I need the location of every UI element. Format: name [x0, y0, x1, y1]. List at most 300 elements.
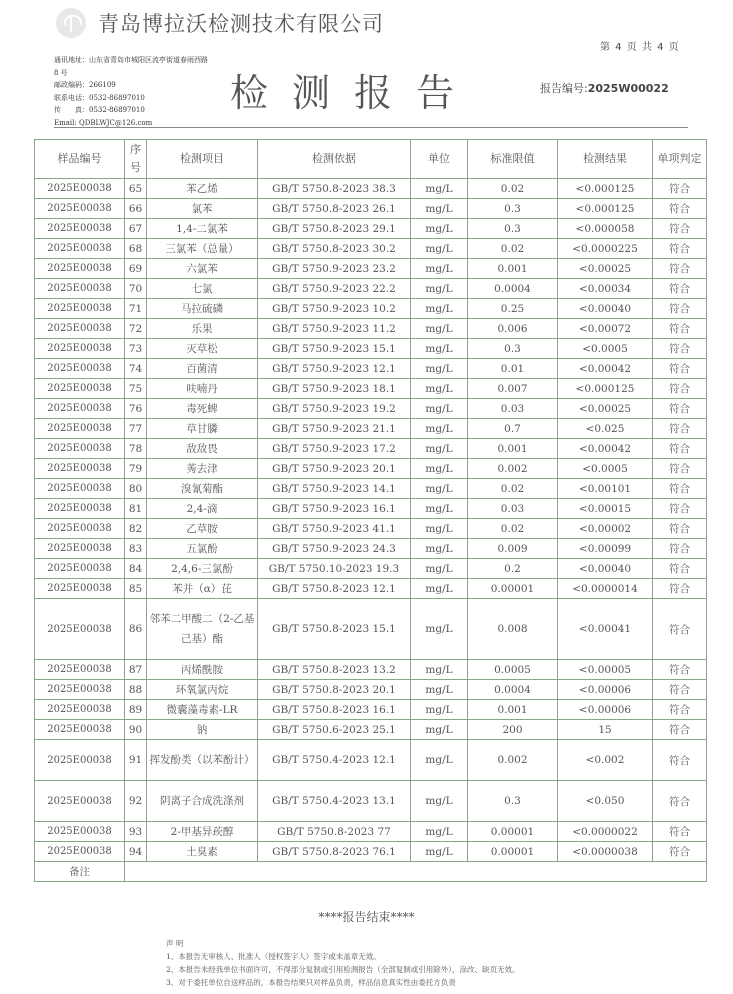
cell-sample-id: 2025E00038	[35, 599, 125, 660]
cell-sample-id: 2025E00038	[35, 219, 125, 239]
cell-sample-id: 2025E00038	[35, 259, 125, 279]
cell-test-item: 五氯酚	[147, 539, 258, 559]
cell-sample-id: 2025E00038	[35, 660, 125, 680]
report-number	[540, 80, 669, 96]
cell-unit: mg/L	[411, 519, 468, 539]
cell-unit: mg/L	[411, 439, 468, 459]
cell-limit: 0.002	[468, 459, 558, 479]
cell-seq-no: 76	[125, 399, 147, 419]
cell-test-item: 莠去津	[147, 459, 258, 479]
table-row	[35, 579, 707, 599]
remarks-value	[125, 862, 707, 882]
cell-result: <0.0000022	[558, 822, 653, 842]
cell-test-basis: GB/T 5750.9-2023 41.1	[258, 519, 411, 539]
cell-result: <0.00040	[558, 559, 653, 579]
cell-seq-no: 77	[125, 419, 147, 439]
cell-judgement: 符合	[653, 539, 707, 559]
company-header	[56, 6, 384, 40]
cell-result: <0.0005	[558, 459, 653, 479]
cell-judgement: 符合	[653, 559, 707, 579]
cell-test-item: 呋喃丹	[147, 379, 258, 399]
cell-judgement: 符合	[653, 519, 707, 539]
table-row	[35, 539, 707, 559]
cell-sample-id: 2025E00038	[35, 822, 125, 842]
table-row	[35, 599, 707, 660]
cell-test-item: 2,4,6-三氯酚	[147, 559, 258, 579]
cell-result: <0.050	[558, 781, 653, 822]
col-header-judge: 单项判定	[653, 140, 707, 179]
cell-judgement: 符合	[653, 399, 707, 419]
cell-judgement: 符合	[653, 842, 707, 862]
cell-sample-id: 2025E00038	[35, 479, 125, 499]
remarks-row	[35, 862, 707, 882]
cell-unit: mg/L	[411, 559, 468, 579]
cell-test-basis: GB/T 5750.9-2023 23.2	[258, 259, 411, 279]
cell-judgement: 符合	[653, 459, 707, 479]
cell-test-basis: GB/T 5750.8-2023 38.3	[258, 179, 411, 199]
table-row	[35, 439, 707, 459]
cell-result: 15	[558, 720, 653, 740]
cell-sample-id: 2025E00038	[35, 680, 125, 700]
cell-test-basis: GB/T 5750.8-2023 20.1	[258, 680, 411, 700]
contact-email: Email: QDBLWJC@126.com	[54, 118, 153, 127]
cell-limit: 0.0004	[468, 279, 558, 299]
cell-judgement: 符合	[653, 419, 707, 439]
cell-seq-no: 84	[125, 559, 147, 579]
cell-test-item: 丙烯酰胺	[147, 660, 258, 680]
cell-test-basis: GB/T 5750.9-2023 20.1	[258, 459, 411, 479]
cell-result: <0.025	[558, 419, 653, 439]
cell-seq-no: 78	[125, 439, 147, 459]
cell-seq-no: 94	[125, 842, 147, 862]
remarks-label: 备注	[35, 862, 125, 882]
cell-sample-id: 2025E00038	[35, 459, 125, 479]
cell-limit: 0.02	[468, 179, 558, 199]
cell-test-basis: GB/T 5750.9-2023 21.1	[258, 419, 411, 439]
col-header-result: 检测结果	[558, 140, 653, 179]
cell-test-basis: GB/T 5750.8-2023 13.2	[258, 660, 411, 680]
cell-test-basis: GB/T 5750.8-2023 77	[258, 822, 411, 842]
cell-seq-no: 93	[125, 822, 147, 842]
cell-limit: 0.03	[468, 399, 558, 419]
cell-test-basis: GB/T 5750.9-2023 16.1	[258, 499, 411, 519]
cell-test-basis: GB/T 5750.9-2023 12.1	[258, 359, 411, 379]
cell-judgement: 符合	[653, 299, 707, 319]
cell-unit: mg/L	[411, 842, 468, 862]
cell-judgement: 符合	[653, 479, 707, 499]
cell-result: <0.00015	[558, 499, 653, 519]
cell-test-item: 敌敌畏	[147, 439, 258, 459]
cell-limit: 0.008	[468, 599, 558, 660]
table-row	[35, 239, 707, 259]
table-header-row	[35, 140, 707, 179]
table-row	[35, 499, 707, 519]
cell-limit: 0.3	[468, 339, 558, 359]
cell-judgement: 符合	[653, 781, 707, 822]
cell-sample-id: 2025E00038	[35, 199, 125, 219]
cell-test-item: 灭草松	[147, 339, 258, 359]
cell-unit: mg/L	[411, 419, 468, 439]
cell-unit: mg/L	[411, 379, 468, 399]
cell-seq-no: 68	[125, 239, 147, 259]
cell-judgement: 符合	[653, 379, 707, 399]
cell-limit: 0.00001	[468, 822, 558, 842]
cell-seq-no: 67	[125, 219, 147, 239]
cell-test-item: 邻苯二甲酸二（2-乙基己基）酯	[147, 599, 258, 660]
cell-unit: mg/L	[411, 339, 468, 359]
statement-item-3: 3、对于委托单位自送样品的，本报告结果只对样品负责，样品信息真实性由委托方负责	[166, 978, 456, 987]
cell-limit: 0.001	[468, 700, 558, 720]
cell-judgement: 符合	[653, 359, 707, 379]
report-number-value: 2025W00022	[587, 82, 669, 95]
company-name: 青岛博拉沃检测技术有限公司	[98, 12, 384, 36]
cell-seq-no: 72	[125, 319, 147, 339]
cell-limit: 0.00001	[468, 579, 558, 599]
cell-limit: 0.2	[468, 559, 558, 579]
cell-result: <0.0005	[558, 339, 653, 359]
cell-test-item: 1,4-二氯苯	[147, 219, 258, 239]
cell-seq-no: 87	[125, 660, 147, 680]
cell-sample-id: 2025E00038	[35, 700, 125, 720]
cell-sample-id: 2025E00038	[35, 740, 125, 781]
contact-info	[54, 54, 208, 129]
cell-test-basis: GB/T 5750.6-2023 25.1	[258, 720, 411, 740]
table-row	[35, 219, 707, 239]
cell-sample-id: 2025E00038	[35, 559, 125, 579]
contact-postcode: 邮政编码：266109	[54, 81, 116, 89]
table-row	[35, 179, 707, 199]
cell-seq-no: 69	[125, 259, 147, 279]
cell-result: <0.000125	[558, 179, 653, 199]
table-row	[35, 319, 707, 339]
cell-sample-id: 2025E00038	[35, 319, 125, 339]
cell-judgement: 符合	[653, 219, 707, 239]
cell-test-basis: GB/T 5750.8-2023 76.1	[258, 842, 411, 862]
cell-test-basis: GB/T 5750.8-2023 16.1	[258, 700, 411, 720]
cell-judgement: 符合	[653, 720, 707, 740]
cell-test-item: 乙草胺	[147, 519, 258, 539]
cell-judgement: 符合	[653, 179, 707, 199]
report-title: 检测报告	[230, 71, 479, 115]
cell-sample-id: 2025E00038	[35, 359, 125, 379]
cell-test-basis: GB/T 5750.9-2023 11.2	[258, 319, 411, 339]
table-row	[35, 700, 707, 720]
cell-result: <0.00025	[558, 399, 653, 419]
cell-limit: 0.006	[468, 319, 558, 339]
cell-unit: mg/L	[411, 279, 468, 299]
cell-sample-id: 2025E00038	[35, 439, 125, 459]
table-row	[35, 459, 707, 479]
table-row	[35, 519, 707, 539]
cell-seq-no: 79	[125, 459, 147, 479]
cell-test-basis: GB/T 5750.10-2023 19.3	[258, 559, 411, 579]
cell-test-basis: GB/T 5750.4-2023 13.1	[258, 781, 411, 822]
cell-judgement: 符合	[653, 740, 707, 781]
cell-unit: mg/L	[411, 539, 468, 559]
table-row	[35, 379, 707, 399]
cell-judgement: 符合	[653, 700, 707, 720]
cell-test-basis: GB/T 5750.9-2023 24.3	[258, 539, 411, 559]
cell-limit: 0.009	[468, 539, 558, 559]
cell-limit: 0.001	[468, 439, 558, 459]
col-header-basis: 检测依据	[258, 140, 411, 179]
cell-limit: 0.01	[468, 359, 558, 379]
cell-test-item: 微囊藻毒素-LR	[147, 700, 258, 720]
table-row	[35, 359, 707, 379]
table-row	[35, 479, 707, 499]
cell-test-item: 苯乙烯	[147, 179, 258, 199]
table-row	[35, 279, 707, 299]
cell-test-item: 2-甲基异莰醇	[147, 822, 258, 842]
cell-result: <0.00099	[558, 539, 653, 559]
table-row	[35, 259, 707, 279]
cell-test-basis: GB/T 5750.9-2023 17.2	[258, 439, 411, 459]
cell-judgement: 符合	[653, 339, 707, 359]
cell-seq-no: 74	[125, 359, 147, 379]
cell-result: <0.00042	[558, 439, 653, 459]
statement-title: 声 明	[166, 939, 184, 948]
cell-test-basis: GB/T 5750.9-2023 14.1	[258, 479, 411, 499]
table-row	[35, 842, 707, 862]
cell-sample-id: 2025E00038	[35, 579, 125, 599]
cell-result: <0.0000225	[558, 239, 653, 259]
cell-unit: mg/L	[411, 822, 468, 842]
cell-unit: mg/L	[411, 239, 468, 259]
cell-unit: mg/L	[411, 700, 468, 720]
cell-test-item: 阴离子合成洗涤剂	[147, 781, 258, 822]
cell-unit: mg/L	[411, 781, 468, 822]
cell-test-item: 2,4-滴	[147, 499, 258, 519]
cell-sample-id: 2025E00038	[35, 419, 125, 439]
cell-limit: 0.3	[468, 199, 558, 219]
cell-seq-no: 70	[125, 279, 147, 299]
cell-result: <0.00072	[558, 319, 653, 339]
cell-unit: mg/L	[411, 459, 468, 479]
table-body	[35, 179, 707, 882]
cell-test-basis: GB/T 5750.9-2023 18.1	[258, 379, 411, 399]
cell-result: <0.000125	[558, 199, 653, 219]
cell-limit: 0.02	[468, 239, 558, 259]
col-header-sample: 样品编号	[35, 140, 125, 179]
cell-limit: 0.0004	[468, 680, 558, 700]
cell-unit: mg/L	[411, 179, 468, 199]
cell-unit: mg/L	[411, 660, 468, 680]
cell-judgement: 符合	[653, 660, 707, 680]
table-row	[35, 399, 707, 419]
table-row	[35, 199, 707, 219]
page-info: 第 4 页 共 4 页	[600, 42, 680, 53]
cell-unit: mg/L	[411, 680, 468, 700]
cell-test-item: 三氯苯（总量）	[147, 239, 258, 259]
cell-seq-no: 88	[125, 680, 147, 700]
cell-result: <0.00101	[558, 479, 653, 499]
cell-seq-no: 82	[125, 519, 147, 539]
cell-test-basis: GB/T 5750.8-2023 12.1	[258, 579, 411, 599]
cell-limit: 0.02	[468, 519, 558, 539]
contact-fax: 传 真：0532-86897010	[54, 106, 145, 114]
cell-result: <0.002	[558, 740, 653, 781]
cell-seq-no: 65	[125, 179, 147, 199]
cell-result: <0.000058	[558, 219, 653, 239]
cell-unit: mg/L	[411, 720, 468, 740]
cell-seq-no: 75	[125, 379, 147, 399]
table-row	[35, 299, 707, 319]
cell-sample-id: 2025E00038	[35, 842, 125, 862]
cell-result: <0.00041	[558, 599, 653, 660]
cell-seq-no: 86	[125, 599, 147, 660]
cell-unit: mg/L	[411, 740, 468, 781]
cell-test-item: 氯苯	[147, 199, 258, 219]
cell-sample-id: 2025E00038	[35, 519, 125, 539]
statement-item-2: 2、本报告未经我单位书面许可，不得部分复制或引用检测报告（全部复制或引用除外），涂改、缺页无效。	[166, 965, 520, 974]
table-row	[35, 781, 707, 822]
header-divider	[54, 127, 688, 128]
cell-test-item: 溴氰菊酯	[147, 479, 258, 499]
table-row	[35, 660, 707, 680]
col-header-item: 检测项目	[147, 140, 258, 179]
table-row	[35, 339, 707, 359]
company-logo-icon	[56, 8, 86, 38]
cell-test-item: 土臭素	[147, 842, 258, 862]
cell-limit: 0.25	[468, 299, 558, 319]
cell-seq-no: 81	[125, 499, 147, 519]
cell-test-basis: GB/T 5750.8-2023 15.1	[258, 599, 411, 660]
cell-test-item: 挥发酚类（以苯酚计）	[147, 740, 258, 781]
cell-result: <0.000125	[558, 379, 653, 399]
cell-result: <0.00006	[558, 700, 653, 720]
cell-unit: mg/L	[411, 579, 468, 599]
table-row	[35, 419, 707, 439]
cell-limit: 0.002	[468, 740, 558, 781]
contact-address-cont: 8 号	[54, 68, 68, 77]
cell-test-item: 草甘膦	[147, 419, 258, 439]
table-row	[35, 822, 707, 842]
table-row	[35, 680, 707, 700]
cell-test-item: 乐果	[147, 319, 258, 339]
cell-unit: mg/L	[411, 299, 468, 319]
cell-test-item: 七氯	[147, 279, 258, 299]
cell-limit: 0.001	[468, 259, 558, 279]
table-row	[35, 740, 707, 781]
cell-sample-id: 2025E00038	[35, 379, 125, 399]
col-header-unit: 单位	[411, 140, 468, 179]
cell-seq-no: 92	[125, 781, 147, 822]
cell-test-item: 钠	[147, 720, 258, 740]
cell-test-basis: GB/T 5750.8-2023 29.1	[258, 219, 411, 239]
cell-unit: mg/L	[411, 259, 468, 279]
cell-seq-no: 83	[125, 539, 147, 559]
cell-test-item: 环氧氯丙烷	[147, 680, 258, 700]
results-table	[34, 139, 707, 882]
cell-judgement: 符合	[653, 239, 707, 259]
cell-test-basis: GB/T 5750.4-2023 12.1	[258, 740, 411, 781]
cell-test-item: 毒死蜱	[147, 399, 258, 419]
cell-limit: 200	[468, 720, 558, 740]
cell-result: <0.00002	[558, 519, 653, 539]
cell-seq-no: 91	[125, 740, 147, 781]
cell-judgement: 符合	[653, 579, 707, 599]
cell-judgement: 符合	[653, 822, 707, 842]
cell-sample-id: 2025E00038	[35, 239, 125, 259]
col-header-no: 序号	[125, 140, 147, 179]
cell-test-item: 百菌清	[147, 359, 258, 379]
col-header-limit: 标准限值	[468, 140, 558, 179]
cell-judgement: 符合	[653, 680, 707, 700]
cell-test-basis: GB/T 5750.9-2023 19.2	[258, 399, 411, 419]
cell-sample-id: 2025E00038	[35, 781, 125, 822]
cell-sample-id: 2025E00038	[35, 299, 125, 319]
cell-unit: mg/L	[411, 479, 468, 499]
cell-unit: mg/L	[411, 199, 468, 219]
cell-limit: 0.7	[468, 419, 558, 439]
report-number-label: 报告编号:	[540, 82, 588, 95]
cell-test-basis: GB/T 5750.9-2023 15.1	[258, 339, 411, 359]
cell-limit: 0.3	[468, 219, 558, 239]
cell-limit: 0.3	[468, 781, 558, 822]
cell-unit: mg/L	[411, 499, 468, 519]
cell-result: <0.0000014	[558, 579, 653, 599]
cell-result: <0.00025	[558, 259, 653, 279]
cell-seq-no: 80	[125, 479, 147, 499]
cell-seq-no: 71	[125, 299, 147, 319]
cell-judgement: 符合	[653, 279, 707, 299]
cell-limit: 0.02	[468, 479, 558, 499]
cell-judgement: 符合	[653, 599, 707, 660]
cell-limit: 0.0005	[468, 660, 558, 680]
cell-unit: mg/L	[411, 319, 468, 339]
cell-judgement: 符合	[653, 199, 707, 219]
cell-seq-no: 73	[125, 339, 147, 359]
cell-test-basis: GB/T 5750.9-2023 10.2	[258, 299, 411, 319]
cell-unit: mg/L	[411, 219, 468, 239]
cell-judgement: 符合	[653, 319, 707, 339]
cell-test-item: 马拉硫磷	[147, 299, 258, 319]
cell-seq-no: 85	[125, 579, 147, 599]
cell-test-basis: GB/T 5750.9-2023 22.2	[258, 279, 411, 299]
table-row	[35, 559, 707, 579]
cell-seq-no: 90	[125, 720, 147, 740]
cell-judgement: 符合	[653, 259, 707, 279]
cell-test-basis: GB/T 5750.8-2023 26.1	[258, 199, 411, 219]
cell-seq-no: 66	[125, 199, 147, 219]
cell-test-item: 六氯苯	[147, 259, 258, 279]
report-end-mark: ****报告结束****	[318, 910, 415, 924]
cell-sample-id: 2025E00038	[35, 339, 125, 359]
cell-result: <0.0000038	[558, 842, 653, 862]
cell-unit: mg/L	[411, 359, 468, 379]
cell-sample-id: 2025E00038	[35, 399, 125, 419]
cell-result: <0.00006	[558, 680, 653, 700]
statement	[166, 937, 520, 989]
cell-limit: 0.00001	[468, 842, 558, 862]
cell-result: <0.00034	[558, 279, 653, 299]
cell-test-item: 苯并（α）芘	[147, 579, 258, 599]
cell-seq-no: 89	[125, 700, 147, 720]
cell-sample-id: 2025E00038	[35, 539, 125, 559]
cell-sample-id: 2025E00038	[35, 279, 125, 299]
table-row	[35, 720, 707, 740]
cell-test-basis: GB/T 5750.8-2023 30.2	[258, 239, 411, 259]
cell-sample-id: 2025E00038	[35, 499, 125, 519]
cell-result: <0.00040	[558, 299, 653, 319]
cell-unit: mg/L	[411, 599, 468, 660]
statement-item-1: 1、本报告无审核人、批准人（授权签字人）签字或未盖章无效。	[166, 952, 381, 961]
cell-result: <0.00005	[558, 660, 653, 680]
cell-limit: 0.007	[468, 379, 558, 399]
contact-phone: 联系电话：0532-86897010	[54, 93, 145, 102]
cell-limit: 0.03	[468, 499, 558, 519]
cell-sample-id: 2025E00038	[35, 720, 125, 740]
